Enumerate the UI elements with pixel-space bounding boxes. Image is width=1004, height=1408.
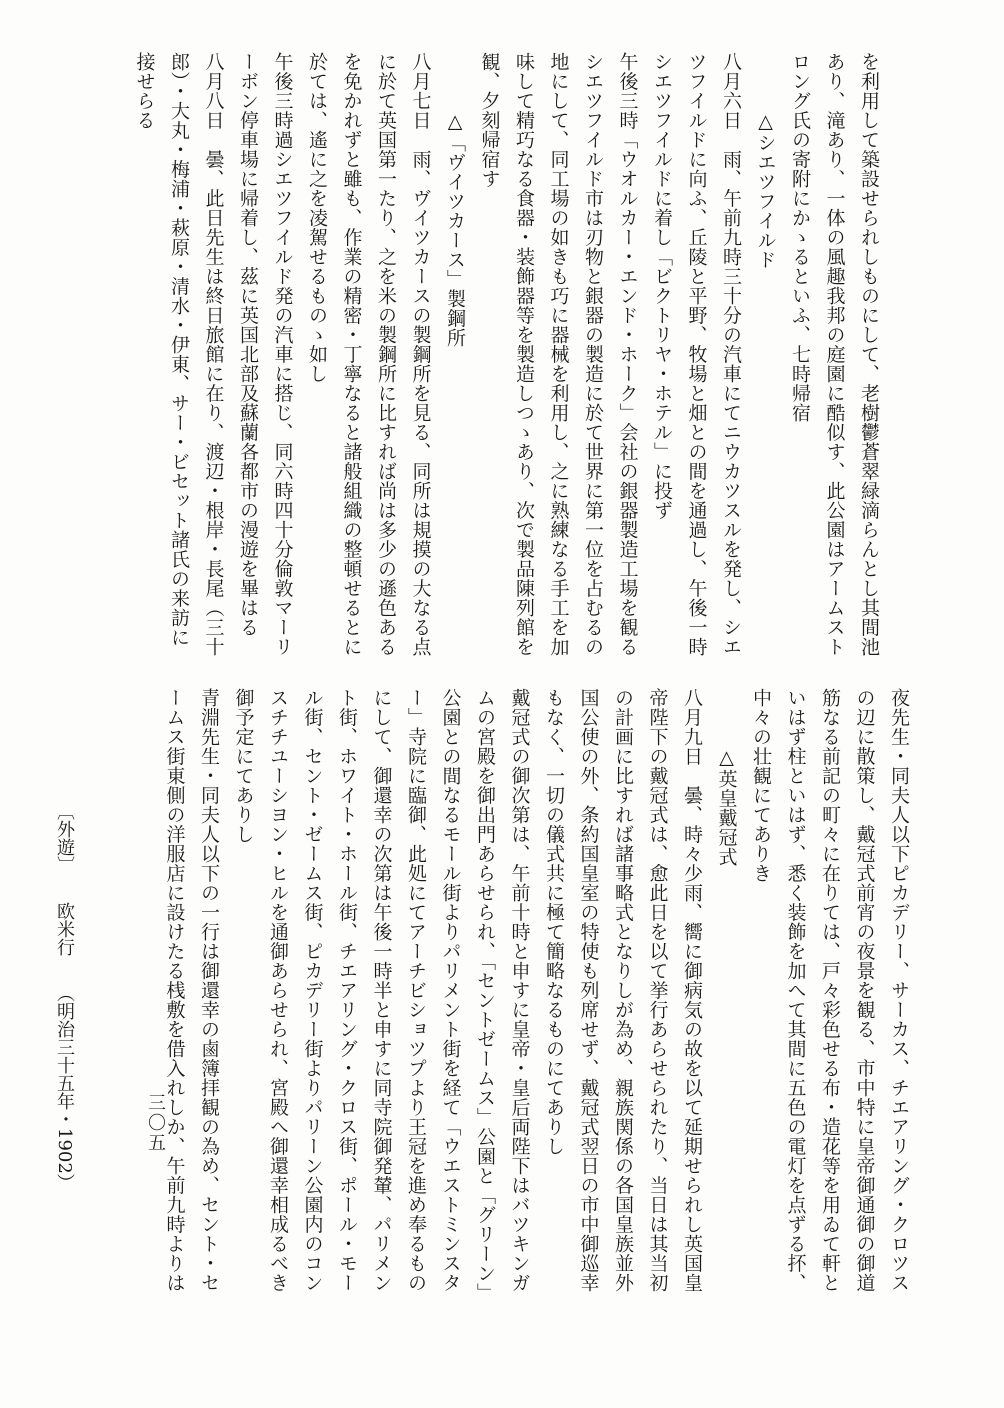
text-line: に於て英国第一たり、之を米の製鋼所に比すれば尚は多少の遜色ある bbox=[375, 52, 397, 657]
text-line: 戴冠式の御次第は、午前十時と申すに皇帝・皇后両陛下はバツキンガ bbox=[508, 688, 531, 1293]
text-line: シエツフイルド市は刃物と銀器の製造に於て世界に第一位を占むるの bbox=[582, 52, 604, 657]
text-line: いはず柱といはず、悉く装飾を加へて其間に五色の電灯を点ずる抔、 bbox=[784, 688, 807, 1293]
text-line: 於ては、遙に之を凌駕せるものゝ如し bbox=[306, 52, 328, 384]
text-line: 公園との間なるモール街よりパリメント街を経て「ウエストミンスタ bbox=[439, 688, 462, 1293]
running-header bbox=[52, 802, 76, 1232]
text-line: 郎）・大丸・梅浦・萩原・清水・伊東、サー・ビセット諸氏の来訪に bbox=[168, 52, 190, 647]
lower-text-block bbox=[157, 688, 916, 1343]
text-line: あり、滝あり、一体の風趣我邦の庭園に酷似す、此公園はアームスト bbox=[823, 52, 846, 657]
text-line: 青淵先生・同夫人以下の一行は御還幸の鹵簿拝観の為め、セント・セ bbox=[198, 688, 220, 1293]
text-line: ル街、セント・ゼームス街、ピカデリー街よりパリーン公園内のコン bbox=[301, 688, 324, 1293]
text-line: スチチユーシヨン・ヒルを通御あらせられ、宮殿へ御還幸相成るべき bbox=[267, 688, 289, 1293]
text-line: 八月八日 曇、此日先生は終日旅館に在り、渡辺・根岸・長尾（三十 bbox=[202, 52, 225, 657]
text-line: を免かれずと雖も、作業の精密・丁寧なると諸般組織の整頓せるとに bbox=[340, 52, 363, 657]
text-line: 中々の壮観にてありき bbox=[750, 688, 772, 883]
text-line: ー」寺院に臨御、此処にてアーチビショツプより王冠を進め奉るもの bbox=[405, 688, 427, 1293]
text-line: を利用して築設せられしものにして、老樹鬱蒼翠緑滴らんとし其間池 bbox=[858, 52, 880, 657]
text-line: ームス街東側の洋服店に設けたる桟敷を借入れしか、午前九時よりは bbox=[163, 688, 186, 1293]
text-line: 八月六日 雨、午前九時三十分の汽車にてニウカツスルを発し、シエ bbox=[720, 52, 742, 657]
text-line: ムの宮殿を御出門あらせられ、「セントゼームス」公園と「グリーン」 bbox=[474, 688, 496, 1303]
upper-text-block bbox=[127, 52, 886, 677]
text-line: 筋なる前記の町々に在りては、戸々彩色せる布・造花等を用ゐて軒と bbox=[819, 688, 841, 1293]
text-line: ーボン停車場に帰着し、茲に英国北部及蘇蘭各都市の漫遊を畢はる bbox=[237, 52, 259, 637]
section-heading: △英皇戴冠式 bbox=[715, 688, 738, 867]
page-number: 三〇五 bbox=[145, 1093, 166, 1153]
text-line: もなく、一切の儀式共に極て簡略なるものにてありし bbox=[543, 688, 565, 1156]
text-line: 接せらる bbox=[133, 52, 156, 130]
section-label: 〔外遊〕 bbox=[54, 802, 75, 874]
text-line: 午後三時過シエツフイルド発の汽車に搭じ、同六時四十分倫敦マーリ bbox=[271, 52, 294, 657]
text-line: 帝陛下の戴冠式は、愈此日を以て挙行あらせられたり、当日は其当初 bbox=[646, 688, 669, 1293]
section-heading: △シエツフイルド bbox=[754, 52, 777, 270]
section-heading: △「ヴイツカース」製鋼所 bbox=[444, 52, 466, 348]
text-line: 八月九日 曇、時々少雨、嚮に御病気の故を以て延期せられし英国皇 bbox=[681, 688, 703, 1293]
text-line: 地にして、同工場の如きも巧に器械を利用し、之に熟練なる手工を加 bbox=[547, 52, 570, 657]
text-line: 八月七日 雨、ヴイツカースの製鋼所を見る、同所は規摸の大なる点 bbox=[409, 52, 432, 657]
text-line: にして、御還幸の次第は午後一時半と申すに同寺院御発輦、パリメン bbox=[370, 688, 393, 1293]
period-label: （明治三十五年・1902） bbox=[54, 984, 75, 1192]
text-line: 夜先生・同夫人以下ピカデリー、サーカス、チエアリング・クロツス bbox=[888, 688, 910, 1293]
text-line: 味して精巧なる食器・装飾器等を製造しつゝあり、次で製品陳列館を bbox=[513, 52, 535, 657]
chapter-title: 欧米行 bbox=[54, 902, 75, 956]
text-line: 国公使の外、条約国皇室の特使も列席せず、戴冠式翌日の市中御巡幸 bbox=[577, 688, 600, 1293]
text-line: シエツフイルドに着し「ビクトリヤ・ホテル」に投ず bbox=[651, 52, 673, 520]
text-line: の計画に比すれば諸事略式となりしが為め、親族関係の各国皇族並外 bbox=[612, 688, 634, 1293]
text-line: ト街、ホワイト・ホール街、チエアリング・クロス街、ポール・モー bbox=[336, 688, 358, 1293]
text-line: 観、夕刻帰宿す bbox=[478, 52, 501, 189]
text-line: ロング氏の寄附にかゝるといふ、七時帰宿 bbox=[789, 52, 811, 423]
text-line: の辺に散策し、戴冠式前宵の夜景を観る、市中特に皇帝御通御の御道 bbox=[853, 688, 876, 1293]
text-line: ツフイルドに向ふ、丘陵と平野、牧場と畑との間を通過し、午後一時 bbox=[685, 52, 708, 657]
text-line: 午後三時「ウオルカー・エンド・ホーク」会社の銀器製造工場を観る bbox=[616, 52, 639, 657]
text-line: 御予定にてありし bbox=[232, 688, 255, 844]
